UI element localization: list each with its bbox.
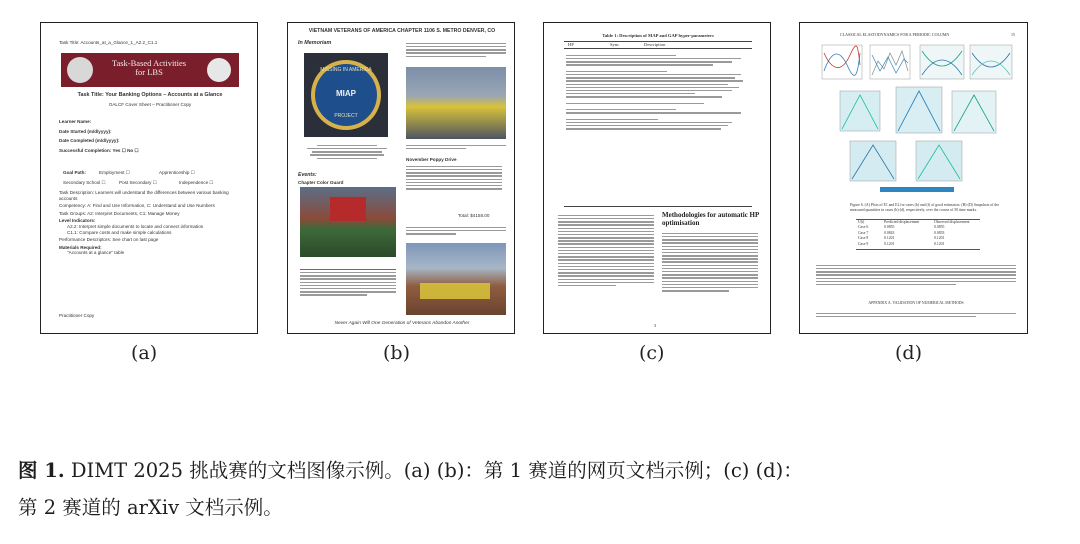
field-date-started: Date Started (m/d/yyyy): (59, 128, 112, 134)
figure-caption: Figure 6. (A) Plots of E1 and E2 for cases (b) and (f) of good estimators. (B)-(D) Snapshots of the measured quantities in cases (b)-(d), respectively, over the course of 50 time marks. (850, 203, 999, 212)
color-guard-text (300, 267, 396, 297)
poppy-notes (406, 225, 506, 236)
subfigure-label-d: (d) (895, 342, 922, 364)
page-number: 15 (1011, 32, 1015, 37)
table-cell: 0.0843 (884, 230, 895, 235)
storefront-photo (406, 243, 506, 315)
seal-photo (304, 53, 388, 137)
plot-i (916, 141, 962, 181)
plot-a (822, 45, 862, 79)
figure-plots (820, 41, 1014, 199)
team-photo (406, 67, 506, 139)
banner-title: Task-Based Activities for LBS (111, 58, 187, 77)
section-heading: Methodologies for automatic HP optimisation (662, 211, 759, 227)
indicator-0: A2.2: Interpret simple documents to locate and connect information (67, 223, 204, 229)
goal-path-1: Apprenticeship ☐ (159, 170, 195, 175)
materials-required: Materials Required: (59, 244, 102, 250)
doc-title: Task Title: Your Banking Options – Accounts at a Glance (77, 92, 223, 98)
newsletter-header: VIETNAM VETERANS OF AMERICA CHAPTER 1106 S. METRO DENVER, CO (308, 28, 496, 34)
plot-h (850, 141, 896, 181)
left-column-text (558, 213, 654, 288)
task-description: Task Description: Learners will understand the differences between various banking accounts (59, 190, 229, 201)
table-cell: Case 8 (858, 236, 869, 241)
right-column-text (662, 231, 758, 293)
scoreboard (330, 197, 366, 221)
table-cell: 0.0833 (934, 230, 945, 235)
document-image-b (287, 22, 515, 334)
goal-path-label: Goal Path: (63, 170, 86, 175)
table-col-1: Predicted displacement (884, 220, 920, 224)
table-col-0: U(t) (858, 220, 865, 224)
goal-path-2: Secondary School ☐ (63, 180, 106, 185)
table-cell: 0.1201 (884, 241, 895, 246)
table-cell: 0.1201 (884, 236, 895, 241)
newsletter-footer: Never Again Will One Generation of Veterans Abandon Another (334, 321, 470, 326)
banner (61, 53, 239, 87)
table-col-description: Description (644, 42, 666, 47)
caption-line-1 (18, 452, 1068, 489)
seal-top-text: MISSING IN AMERICA (320, 67, 372, 73)
memoriam-stats (302, 143, 392, 161)
plot-f (896, 87, 942, 133)
subfigure-label-b: (b) (383, 342, 410, 364)
page-number: 3 (654, 323, 657, 328)
doc-footer: Practitioner Copy (59, 313, 95, 318)
task-groups: Task Groups: A2: Interpret Documents, C1: Manage Money (59, 210, 180, 216)
caption-line-2: 第 2 赛道的 arXiv 文档示例。 (18, 496, 283, 519)
caption-lead: 图 1. (18, 459, 65, 482)
goal-path-3: Post Secondary ☐ (119, 180, 157, 185)
plot-d (970, 45, 1012, 79)
field-list (59, 119, 189, 153)
poppy-total: Total: $4158.00 (458, 213, 490, 218)
material-item: "Accounts at a glance" table (67, 250, 125, 256)
table-cell: Case 9 (858, 241, 869, 246)
appendix-text (816, 311, 1016, 319)
memoriam-heading: In Memoriam (298, 40, 332, 46)
table-cell: 0.0855 (884, 225, 895, 230)
table-col-2: Observed displacement (934, 220, 970, 224)
subfigure-label-a: (a) (131, 342, 158, 364)
task-details (59, 190, 243, 256)
table-title: Table 1: Description of MAP and GAP hyper-parameters (602, 33, 714, 38)
indicator-1: C1.1: Compare costs and make simple calculations (67, 229, 172, 235)
table-col-sym: Sym. (610, 42, 620, 47)
events-heading: Events: (298, 172, 317, 178)
poppy-heading: November Poppy Drive (406, 157, 457, 162)
plot-c (920, 45, 964, 79)
field-learner: Learner Name: (59, 119, 92, 124)
group-in-yellow (420, 283, 490, 299)
goal-path-0: Employment ☐ (99, 170, 130, 175)
plot-g (952, 91, 996, 133)
logo-icon (67, 57, 93, 83)
doc-header: Task Title: Accounts_at_a_Glance_1_A2.2_C1.1 (59, 40, 158, 45)
document-image-a (40, 22, 258, 334)
plot-e (840, 91, 880, 131)
table-cell: Case 6 (858, 225, 869, 230)
events-subheading: Chapter Color Guard (298, 180, 344, 185)
colorbar (880, 187, 954, 192)
intro-text (406, 41, 506, 59)
quill-logo-icon (207, 58, 231, 82)
stadium-photo (300, 187, 396, 257)
seal-bottom-text: PROJECT (334, 113, 358, 119)
poppy-list (406, 164, 502, 191)
document-image-d (799, 22, 1028, 334)
table-cell: Case 7 (858, 230, 869, 235)
table-row (858, 242, 982, 247)
doc-subtitle: OALCF Cover Sheet – Practitioner Copy (108, 102, 192, 107)
results-table (858, 220, 982, 247)
body-text (816, 263, 1016, 287)
running-head: CLASSICAL ELASTODYNAMICS FOR A PERIODIC COLUMN (840, 32, 950, 37)
table-col-hp: HP (568, 42, 574, 47)
caption-text: DIMT 2025 挑战赛的文档图像示例。(a) (b)：第 1 赛道的网页文档示例；(c) (d)： (64, 459, 803, 482)
table-body (566, 53, 750, 131)
performance-descriptors: Performance Descriptors: See chart on last page (59, 237, 159, 243)
field-date-completed: Date Completed (m/d/yyyy): (59, 138, 120, 144)
figure-caption-main (18, 452, 1068, 526)
goal-path-4: Independence ☐ (179, 180, 214, 185)
document-image-c (543, 22, 771, 334)
appendix-heading: APPENDIX A. VALIDATION OF NUMERICAL METHODS (868, 301, 964, 305)
field-completion: Successful Completion: Yes ☐ No ☐ (59, 147, 139, 153)
table-cell: 0.1201 (934, 236, 945, 241)
photo-caption (406, 143, 506, 151)
plot-b (870, 45, 910, 79)
seal-mid-text: MIAP (336, 89, 356, 98)
subfigure-label-c: (c) (639, 342, 665, 364)
table-cell: 0.0855 (934, 225, 945, 230)
competency: Competency: A: Find and Use Information, C: Understand and Use Numbers (59, 203, 215, 209)
level-indicators: Level Indicators: (59, 218, 96, 224)
table-cell: 0.1201 (934, 241, 945, 246)
